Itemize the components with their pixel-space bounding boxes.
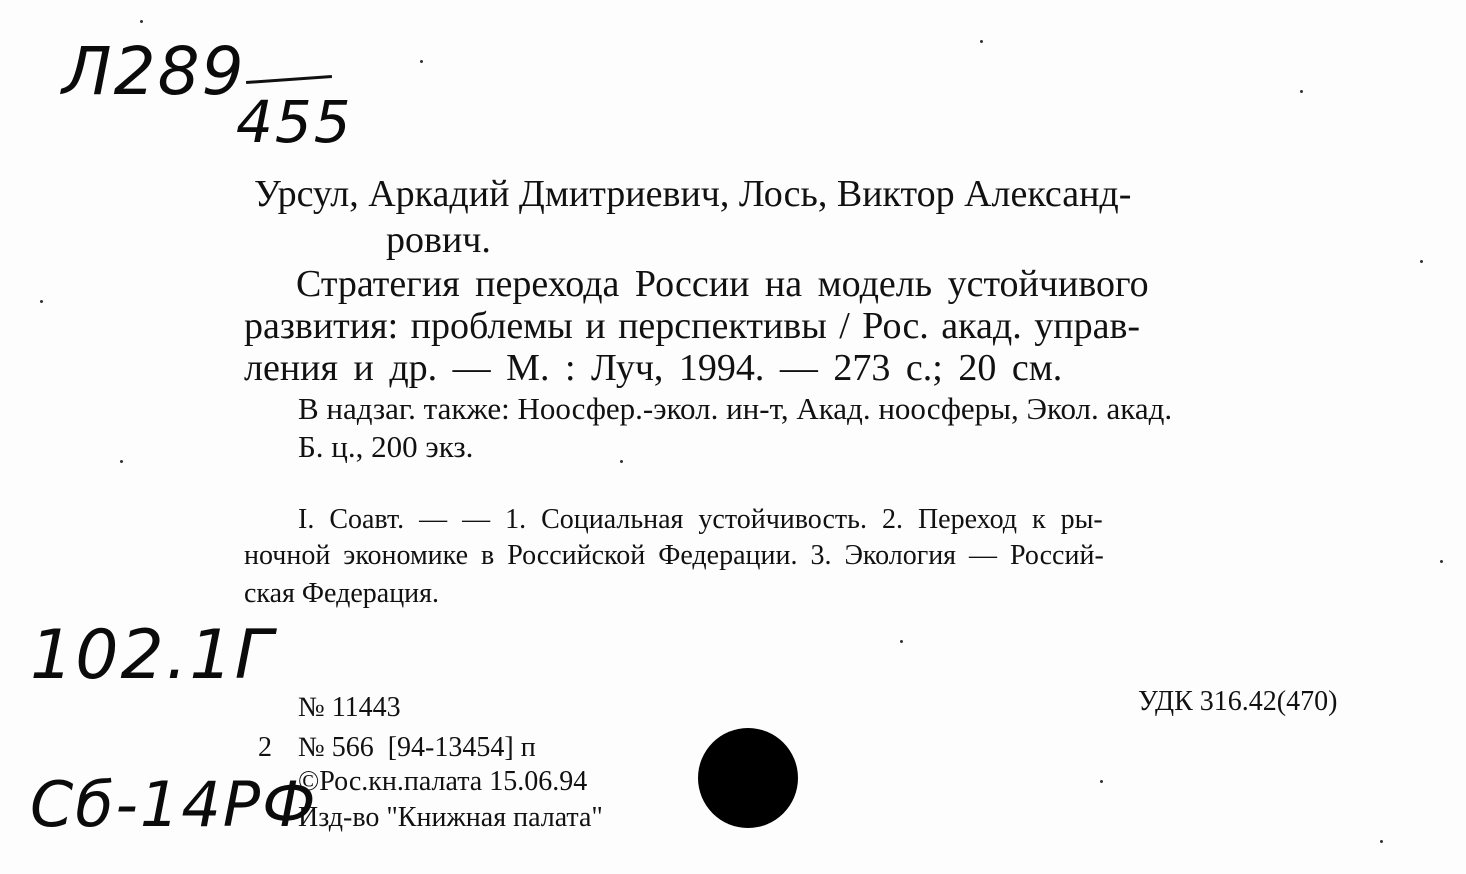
shelf-fraction-line: [246, 75, 332, 84]
scan-speck: [1300, 90, 1303, 93]
entry-title-line1: Стратегия перехода России на модель устойчивого: [296, 263, 1149, 305]
handwritten-classification: 102.1Г: [30, 616, 275, 695]
scan-speck: [420, 60, 423, 63]
record-info: № 566 [94-13454] п: [298, 732, 536, 763]
publisher-line: Изд-во "Книжная палата": [298, 802, 603, 833]
punch-hole: [698, 728, 798, 828]
record-number: № 11443: [298, 692, 401, 723]
entry-title-line3: ления и др. — М. : Луч, 1994. — 273 с.; 20 см.: [244, 347, 1063, 389]
entry-note-line1: В надзаг. также: Ноосфер.-экол. ин-т, Акад. ноосферы, Экол. акад.: [298, 391, 1173, 426]
scan-speck: [620, 460, 623, 463]
entry-heading-line2: рович.: [386, 219, 491, 261]
scan-speck: [40, 300, 43, 303]
scan-speck: [980, 40, 983, 43]
entry-title-line2: развития: проблемы и перспективы / Рос. акад. управ-: [244, 305, 1141, 347]
scan-speck: [900, 640, 903, 643]
subjects-line1: I. Соавт. — — 1. Социальная устойчивость. 2. Переход к ры-: [298, 504, 1103, 535]
handwritten-shelf-mark: [62, 33, 246, 110]
scan-speck: [1420, 260, 1423, 263]
scan-speck: [1440, 560, 1443, 563]
scan-speck: [140, 20, 143, 23]
copyright-line: ©Рос.кн.палата 15.06.94: [298, 766, 588, 797]
entry-note-line2: Б. ц., 200 экз.: [298, 429, 474, 464]
scan-speck: [1100, 780, 1103, 783]
copies-prefix: 2: [258, 732, 272, 763]
scan-speck: [120, 460, 123, 463]
subjects-line3: ская Федерация.: [244, 578, 440, 609]
handwritten-mark: Сб-14РФ: [30, 768, 318, 841]
shelf-numerator: Л289: [62, 33, 246, 110]
scan-speck: [1380, 840, 1383, 843]
shelf-denominator: 455: [236, 88, 353, 156]
udk-code: УДК 316.42(470): [1138, 686, 1338, 717]
subjects-line2: ночной экономике в Российской Федерации. 3. Экология — Россий-: [244, 540, 1104, 571]
entry-heading-line1: [254, 172, 1386, 216]
heading-text: Урсул, Аркадий Дмитриевич, Лось, Виктор Александ-: [254, 173, 1132, 215]
